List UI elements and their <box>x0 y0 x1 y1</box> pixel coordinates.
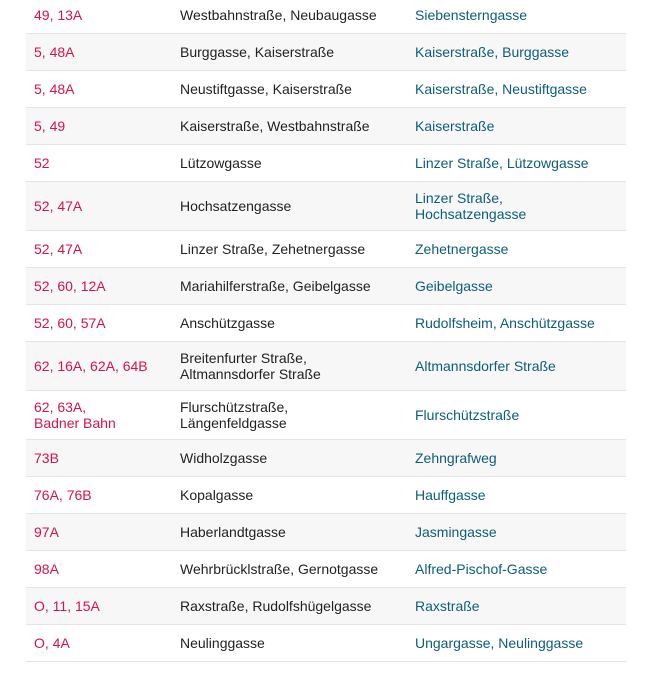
line-numbers: O, 4A <box>34 635 70 651</box>
street-cell <box>180 350 415 382</box>
stop-link[interactable]: Zehetnergasse <box>415 241 509 257</box>
lines-cell <box>26 598 180 614</box>
table-row <box>26 34 626 71</box>
line-numbers: 73B <box>34 450 59 466</box>
line-numbers: 52, 60, 57A <box>34 315 106 331</box>
line-numbers: 52 <box>34 155 50 171</box>
line-numbers: Badner Bahn <box>34 415 116 431</box>
lines-cell <box>26 81 180 97</box>
street-cell <box>180 118 415 134</box>
street-cell <box>180 278 415 294</box>
street-name: Haberlandtgasse <box>180 524 286 540</box>
street-cell <box>180 598 415 614</box>
lines-cell <box>26 198 180 214</box>
stop-cell <box>415 118 626 134</box>
line-numbers: 98A <box>34 561 59 577</box>
street-name: Breitenfurter Straße, <box>180 350 307 366</box>
street-name: Westbahnstraße, Neubaugasse <box>180 7 377 23</box>
line-numbers: 97A <box>34 524 59 540</box>
lines-cell <box>26 358 180 374</box>
stop-cell <box>415 315 626 331</box>
stop-cell <box>415 561 626 577</box>
street-cell <box>180 635 415 651</box>
stop-link[interactable]: Hochsatzengasse <box>415 206 527 222</box>
stop-link[interactable]: Flurschützstraße <box>415 407 520 423</box>
lines-cell <box>26 635 180 651</box>
table-row <box>26 231 626 268</box>
stop-link[interactable]: Linzer Straße, <box>415 190 503 206</box>
stop-cell <box>415 598 626 614</box>
stop-link[interactable]: Altmannsdorfer Straße <box>415 358 556 374</box>
lines-cell <box>26 524 180 540</box>
street-name: Anschützgasse <box>180 315 275 331</box>
table-row <box>26 440 626 477</box>
stop-cell <box>415 155 626 171</box>
lines-cell <box>26 315 180 331</box>
street-cell <box>180 241 415 257</box>
stop-cell <box>415 81 626 97</box>
stop-cell <box>415 278 626 294</box>
street-cell <box>180 81 415 97</box>
street-cell <box>180 561 415 577</box>
stop-cell <box>415 407 626 423</box>
line-numbers: 76A, 76B <box>34 487 92 503</box>
stop-cell <box>415 635 626 651</box>
lines-cell <box>26 44 180 60</box>
stop-cell <box>415 7 626 23</box>
line-numbers: 52, 60, 12A <box>34 278 106 294</box>
table-row <box>26 305 626 342</box>
street-name: Kaiserstraße, Westbahnstraße <box>180 118 370 134</box>
stop-cell <box>415 241 626 257</box>
stop-link[interactable]: Kaiserstraße <box>415 118 495 134</box>
stop-link[interactable]: Geibelgasse <box>415 278 493 294</box>
street-name: Längenfeldgasse <box>180 415 287 431</box>
line-numbers: 5, 49 <box>34 118 66 134</box>
stop-link[interactable]: Kaiserstraße, Neustiftgasse <box>415 81 587 97</box>
line-numbers: 62, 16A, 62A, 64B <box>34 358 148 374</box>
stop-link[interactable]: Jasmingasse <box>415 524 497 540</box>
street-cell <box>180 7 415 23</box>
lines-cell <box>26 561 180 577</box>
table-row <box>26 588 626 625</box>
table-row <box>26 268 626 305</box>
table-row <box>26 477 626 514</box>
street-name: Neustiftgasse, Kaiserstraße <box>180 81 352 97</box>
street-cell <box>180 315 415 331</box>
street-name: Wehrbrücklstraße, Gernotgasse <box>180 561 379 577</box>
lines-cell <box>26 487 180 503</box>
line-numbers: 52, 47A <box>34 241 83 257</box>
stop-link[interactable]: Siebensterngasse <box>415 7 528 23</box>
street-name: Hochsatzengasse <box>180 198 292 214</box>
line-numbers: 5, 48A <box>34 44 75 60</box>
street-name: Neulinggasse <box>180 635 265 651</box>
stop-link[interactable]: Alfred-Pischof-Gasse <box>415 561 548 577</box>
street-cell <box>180 198 415 214</box>
street-name: Widholzgasse <box>180 450 268 466</box>
lines-cell <box>26 155 180 171</box>
table-row <box>26 551 626 588</box>
table-row <box>26 108 626 145</box>
table-row <box>26 71 626 108</box>
line-numbers: 52, 47A <box>34 198 83 214</box>
stop-link[interactable]: Rudolfsheim, Anschützgasse <box>415 315 595 331</box>
street-cell <box>180 487 415 503</box>
street-name: Lützowgasse <box>180 155 262 171</box>
lines-cell <box>26 241 180 257</box>
line-numbers: 49, 13A <box>34 7 83 23</box>
stop-cell <box>415 44 626 60</box>
stop-link[interactable]: Zehngrafweg <box>415 450 497 466</box>
line-numbers: 5, 48A <box>34 81 75 97</box>
line-numbers: O, 11, 15A <box>34 598 100 614</box>
lines-cell <box>26 118 180 134</box>
street-name: Altmannsdorfer Straße <box>180 366 321 382</box>
stop-cell <box>415 190 626 222</box>
street-cell <box>180 155 415 171</box>
lines-cell <box>26 450 180 466</box>
transit-stops-table <box>26 0 626 662</box>
stop-cell <box>415 358 626 374</box>
table-row <box>26 625 626 662</box>
table-row <box>26 182 626 231</box>
street-name: Mariahilferstraße, Geibelgasse <box>180 278 371 294</box>
lines-cell <box>26 399 180 431</box>
stop-link[interactable]: Linzer Straße, Lützowgasse <box>415 155 589 171</box>
stop-cell <box>415 450 626 466</box>
table-body <box>26 0 626 662</box>
lines-cell <box>26 278 180 294</box>
stop-link[interactable]: Ungargasse, Neulinggasse <box>415 635 584 651</box>
table-row <box>26 391 626 440</box>
table-row <box>26 145 626 182</box>
street-name: Raxstraße, Rudolfshügelgasse <box>180 598 372 614</box>
street-name: Kopalgasse <box>180 487 254 503</box>
street-cell <box>180 44 415 60</box>
stop-link[interactable]: Raxstraße <box>415 598 480 614</box>
stop-cell <box>415 487 626 503</box>
stop-cell <box>415 524 626 540</box>
street-cell <box>180 450 415 466</box>
stop-link[interactable]: Hauffgasse <box>415 487 486 503</box>
table-row <box>26 342 626 391</box>
street-cell <box>180 524 415 540</box>
street-name: Flurschützstraße, <box>180 399 289 415</box>
table-row <box>26 0 626 34</box>
street-cell <box>180 399 415 431</box>
street-name: Burggasse, Kaiserstraße <box>180 44 335 60</box>
line-numbers: 62, 63A, <box>34 399 87 415</box>
lines-cell <box>26 7 180 23</box>
table-row <box>26 514 626 551</box>
stop-link[interactable]: Kaiserstraße, Burggasse <box>415 44 570 60</box>
street-name: Linzer Straße, Zehetnergasse <box>180 241 366 257</box>
